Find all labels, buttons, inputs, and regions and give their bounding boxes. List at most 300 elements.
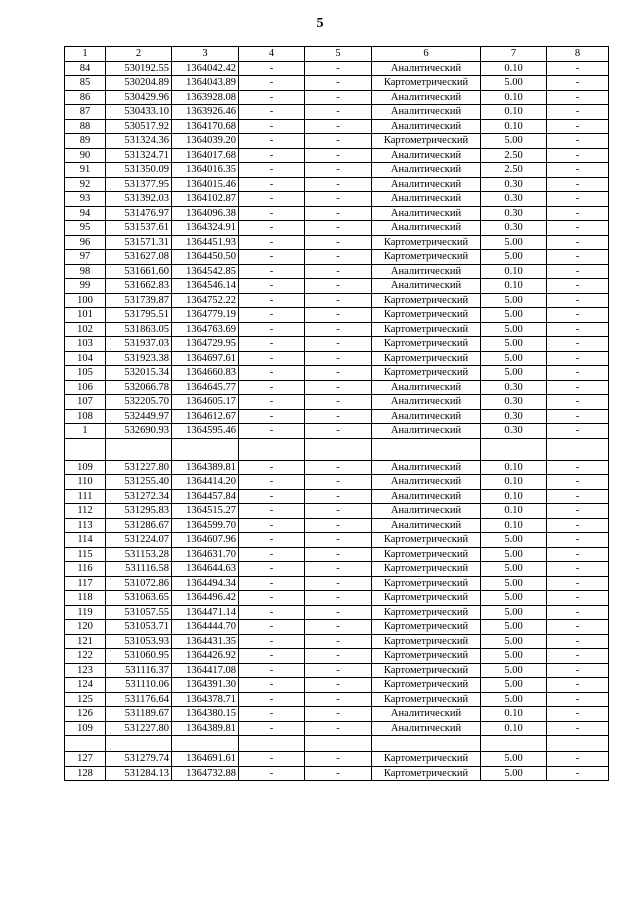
col-8-cell: - (547, 721, 609, 736)
col-4-cell: - (239, 649, 305, 664)
y-coordinate-cell: 1364599.70 (172, 518, 239, 533)
point-number-cell: 84 (65, 61, 106, 76)
col-8-cell: - (547, 518, 609, 533)
accuracy-cell: 5.00 (481, 76, 547, 91)
method-cell: Аналитический (372, 380, 481, 395)
separator-row (65, 736, 609, 752)
table-row (65, 380, 609, 395)
col-8-cell: - (547, 395, 609, 410)
y-coordinate-cell: 1364015.46 (172, 177, 239, 192)
col-5-cell: - (305, 489, 372, 504)
col-4-cell: - (239, 206, 305, 221)
point-number-cell: 1 (65, 424, 106, 439)
col-8-cell: - (547, 504, 609, 519)
separator-row (65, 438, 609, 460)
method-cell: Картометрический (372, 663, 481, 678)
y-coordinate-cell: 1364426.92 (172, 649, 239, 664)
empty-cell (239, 438, 305, 460)
method-cell: Аналитический (372, 409, 481, 424)
point-number-cell: 86 (65, 90, 106, 105)
point-number-cell: 124 (65, 678, 106, 693)
col-5-cell: - (305, 163, 372, 178)
x-coordinate-cell: 530192.55 (106, 61, 172, 76)
col-8-cell: - (547, 264, 609, 279)
method-cell: Аналитический (372, 90, 481, 105)
y-coordinate-cell: 1364431.35 (172, 634, 239, 649)
table-row (65, 119, 609, 134)
col-4-cell: - (239, 721, 305, 736)
point-number-cell: 119 (65, 605, 106, 620)
col-5-cell: - (305, 221, 372, 236)
col-4-cell: - (239, 366, 305, 381)
col-4-cell: - (239, 264, 305, 279)
accuracy-cell: 0.10 (481, 460, 547, 475)
y-coordinate-cell: 1364016.35 (172, 163, 239, 178)
col-5-cell: - (305, 634, 372, 649)
col-5-cell: - (305, 409, 372, 424)
table-row (65, 395, 609, 410)
col-8-cell: - (547, 293, 609, 308)
accuracy-cell: 0.30 (481, 380, 547, 395)
table-row (65, 134, 609, 149)
empty-cell (305, 736, 372, 752)
table-row (65, 250, 609, 265)
point-number-cell: 108 (65, 409, 106, 424)
y-coordinate-cell: 1364763.69 (172, 322, 239, 337)
point-number-cell: 96 (65, 235, 106, 250)
col-8-cell: - (547, 235, 609, 250)
col-4-cell: - (239, 134, 305, 149)
point-number-cell: 99 (65, 279, 106, 294)
accuracy-cell: 5.00 (481, 337, 547, 352)
col-5-cell: - (305, 475, 372, 490)
table-row (65, 591, 609, 606)
col-5-cell: - (305, 533, 372, 548)
col-4-cell: - (239, 322, 305, 337)
point-number-cell: 93 (65, 192, 106, 207)
accuracy-cell: 5.00 (481, 235, 547, 250)
y-coordinate-cell: 1364644.63 (172, 562, 239, 577)
col-8-cell: - (547, 692, 609, 707)
table-row (65, 576, 609, 591)
col-5-cell: - (305, 692, 372, 707)
x-coordinate-cell: 531053.93 (106, 634, 172, 649)
col-4-cell: - (239, 460, 305, 475)
y-coordinate-cell: 1364389.81 (172, 721, 239, 736)
point-number-cell: 104 (65, 351, 106, 366)
table-row (65, 721, 609, 736)
table-row (65, 409, 609, 424)
table-row (65, 692, 609, 707)
point-number-cell: 102 (65, 322, 106, 337)
point-number-cell: 95 (65, 221, 106, 236)
y-coordinate-cell: 1364414.20 (172, 475, 239, 490)
y-coordinate-cell: 1364612.67 (172, 409, 239, 424)
col-8-cell: - (547, 424, 609, 439)
accuracy-cell: 5.00 (481, 322, 547, 337)
empty-cell (481, 736, 547, 752)
col-4-cell: - (239, 192, 305, 207)
col-4-cell: - (239, 293, 305, 308)
method-cell: Картометрический (372, 678, 481, 693)
col-5-cell: - (305, 264, 372, 279)
col-5-cell: - (305, 620, 372, 635)
point-number-cell: 113 (65, 518, 106, 533)
accuracy-cell: 0.10 (481, 475, 547, 490)
accuracy-cell: 0.10 (481, 279, 547, 294)
accuracy-cell: 5.00 (481, 293, 547, 308)
col-5-cell: - (305, 707, 372, 722)
col-8-cell: - (547, 322, 609, 337)
col-8-cell: - (547, 409, 609, 424)
method-cell: Аналитический (372, 148, 481, 163)
x-coordinate-cell: 531661.60 (106, 264, 172, 279)
method-cell: Аналитический (372, 105, 481, 120)
col-8-cell: - (547, 766, 609, 781)
point-number-cell: 115 (65, 547, 106, 562)
col-5-cell: - (305, 177, 372, 192)
col-4-cell: - (239, 504, 305, 519)
x-coordinate-cell: 532690.93 (106, 424, 172, 439)
col-5-cell: - (305, 192, 372, 207)
col-5-cell: - (305, 279, 372, 294)
method-cell: Картометрический (372, 547, 481, 562)
col-4-cell: - (239, 634, 305, 649)
method-cell: Картометрический (372, 649, 481, 664)
col-8-cell: - (547, 163, 609, 178)
empty-cell (65, 736, 106, 752)
table-row (65, 192, 609, 207)
table-row (65, 351, 609, 366)
accuracy-cell: 2.50 (481, 148, 547, 163)
accuracy-cell: 5.00 (481, 752, 547, 767)
accuracy-cell: 5.00 (481, 250, 547, 265)
table-row (65, 105, 609, 120)
col-4-cell: - (239, 395, 305, 410)
col-4-cell: - (239, 591, 305, 606)
method-cell: Картометрический (372, 76, 481, 91)
col-5-cell: - (305, 504, 372, 519)
header-cell-5: 5 (305, 47, 372, 62)
point-number-cell: 118 (65, 591, 106, 606)
empty-cell (481, 438, 547, 460)
accuracy-cell: 0.30 (481, 206, 547, 221)
y-coordinate-cell: 1364017.68 (172, 148, 239, 163)
x-coordinate-cell: 530204.89 (106, 76, 172, 91)
col-8-cell: - (547, 90, 609, 105)
accuracy-cell: 5.00 (481, 366, 547, 381)
x-coordinate-cell: 531227.80 (106, 721, 172, 736)
x-coordinate-cell: 532205.70 (106, 395, 172, 410)
method-cell: Аналитический (372, 163, 481, 178)
method-cell: Картометрический (372, 533, 481, 548)
col-5-cell: - (305, 366, 372, 381)
col-5-cell: - (305, 308, 372, 323)
table-row (65, 206, 609, 221)
col-8-cell: - (547, 591, 609, 606)
empty-cell (547, 736, 609, 752)
table-row (65, 61, 609, 76)
point-number-cell: 106 (65, 380, 106, 395)
y-coordinate-cell: 1364605.17 (172, 395, 239, 410)
x-coordinate-cell: 530517.92 (106, 119, 172, 134)
col-5-cell: - (305, 322, 372, 337)
x-coordinate-cell: 531863.05 (106, 322, 172, 337)
y-coordinate-cell: 1364607.96 (172, 533, 239, 548)
point-number-cell: 88 (65, 119, 106, 134)
header-cell-2: 2 (106, 47, 172, 62)
accuracy-cell: 0.30 (481, 192, 547, 207)
coordinates-table (64, 46, 609, 781)
accuracy-cell: 5.00 (481, 576, 547, 591)
point-number-cell: 98 (65, 264, 106, 279)
col-5-cell: - (305, 752, 372, 767)
y-coordinate-cell: 1364042.42 (172, 61, 239, 76)
point-number-cell: 103 (65, 337, 106, 352)
y-coordinate-cell: 1364732.88 (172, 766, 239, 781)
empty-cell (106, 438, 172, 460)
empty-cell (547, 438, 609, 460)
col-5-cell: - (305, 678, 372, 693)
table-row (65, 76, 609, 91)
table-row (65, 163, 609, 178)
empty-cell (372, 438, 481, 460)
col-8-cell: - (547, 562, 609, 577)
point-number-cell: 105 (65, 366, 106, 381)
table-row (65, 678, 609, 693)
x-coordinate-cell: 532449.97 (106, 409, 172, 424)
col-8-cell: - (547, 649, 609, 664)
table-row (65, 235, 609, 250)
empty-cell (372, 736, 481, 752)
method-cell: Аналитический (372, 721, 481, 736)
col-4-cell: - (239, 177, 305, 192)
y-coordinate-cell: 1364170.68 (172, 119, 239, 134)
accuracy-cell: 2.50 (481, 163, 547, 178)
col-8-cell: - (547, 76, 609, 91)
accuracy-cell: 5.00 (481, 351, 547, 366)
table-row (65, 460, 609, 475)
point-number-cell: 114 (65, 533, 106, 548)
header-cell-4: 4 (239, 47, 305, 62)
y-coordinate-cell: 1364546.14 (172, 279, 239, 294)
col-4-cell: - (239, 61, 305, 76)
col-4-cell: - (239, 518, 305, 533)
y-coordinate-cell: 1364631.70 (172, 547, 239, 562)
header-cell-8: 8 (547, 47, 609, 62)
col-8-cell: - (547, 489, 609, 504)
empty-cell (106, 736, 172, 752)
table-row (65, 766, 609, 781)
y-coordinate-cell: 1364542.85 (172, 264, 239, 279)
col-4-cell: - (239, 163, 305, 178)
col-5-cell: - (305, 206, 372, 221)
col-4-cell: - (239, 235, 305, 250)
table-row (65, 293, 609, 308)
method-cell: Аналитический (372, 460, 481, 475)
method-cell: Картометрический (372, 562, 481, 577)
col-4-cell: - (239, 221, 305, 236)
col-4-cell: - (239, 620, 305, 635)
header-cell-1: 1 (65, 47, 106, 62)
x-coordinate-cell: 531795.51 (106, 308, 172, 323)
table-row (65, 475, 609, 490)
table-row (65, 634, 609, 649)
table-row (65, 148, 609, 163)
table-row (65, 489, 609, 504)
x-coordinate-cell: 531662.83 (106, 279, 172, 294)
method-cell: Аналитический (372, 264, 481, 279)
col-8-cell: - (547, 366, 609, 381)
col-4-cell: - (239, 76, 305, 91)
x-coordinate-cell: 531255.40 (106, 475, 172, 490)
x-coordinate-cell: 531227.80 (106, 460, 172, 475)
col-4-cell: - (239, 576, 305, 591)
accuracy-cell: 0.10 (481, 105, 547, 120)
accuracy-cell: 0.10 (481, 707, 547, 722)
col-8-cell: - (547, 221, 609, 236)
col-8-cell: - (547, 351, 609, 366)
col-8-cell: - (547, 148, 609, 163)
x-coordinate-cell: 531739.87 (106, 293, 172, 308)
col-5-cell: - (305, 61, 372, 76)
accuracy-cell: 0.30 (481, 177, 547, 192)
y-coordinate-cell: 1364691.61 (172, 752, 239, 767)
point-number-cell: 109 (65, 721, 106, 736)
col-4-cell: - (239, 250, 305, 265)
accuracy-cell: 0.10 (481, 721, 547, 736)
col-8-cell: - (547, 547, 609, 562)
y-coordinate-cell: 1364096.38 (172, 206, 239, 221)
empty-cell (305, 438, 372, 460)
accuracy-cell: 5.00 (481, 591, 547, 606)
point-number-cell: 122 (65, 649, 106, 664)
method-cell: Аналитический (372, 518, 481, 533)
accuracy-cell: 5.00 (481, 678, 547, 693)
x-coordinate-cell: 531295.83 (106, 504, 172, 519)
x-coordinate-cell: 531286.67 (106, 518, 172, 533)
col-4-cell: - (239, 148, 305, 163)
point-number-cell: 120 (65, 620, 106, 635)
page-number: 5 (316, 16, 324, 31)
col-8-cell: - (547, 250, 609, 265)
y-coordinate-cell: 1364595.46 (172, 424, 239, 439)
point-number-cell: 125 (65, 692, 106, 707)
table-row (65, 177, 609, 192)
col-5-cell: - (305, 76, 372, 91)
empty-cell (239, 736, 305, 752)
accuracy-cell: 5.00 (481, 766, 547, 781)
col-4-cell: - (239, 692, 305, 707)
x-coordinate-cell: 531224.07 (106, 533, 172, 548)
y-coordinate-cell: 1364451.93 (172, 235, 239, 250)
y-coordinate-cell: 1363928.08 (172, 90, 239, 105)
y-coordinate-cell: 1364389.81 (172, 460, 239, 475)
x-coordinate-cell: 531272.34 (106, 489, 172, 504)
col-5-cell: - (305, 605, 372, 620)
col-5-cell: - (305, 663, 372, 678)
point-number-cell: 109 (65, 460, 106, 475)
x-coordinate-cell: 530433.10 (106, 105, 172, 120)
point-number-cell: 107 (65, 395, 106, 410)
x-coordinate-cell: 531110.06 (106, 678, 172, 693)
accuracy-cell: 0.30 (481, 221, 547, 236)
accuracy-cell: 0.10 (481, 504, 547, 519)
accuracy-cell: 5.00 (481, 605, 547, 620)
x-coordinate-cell: 531176.64 (106, 692, 172, 707)
col-5-cell: - (305, 134, 372, 149)
header-cell-3: 3 (172, 47, 239, 62)
table-row (65, 518, 609, 533)
col-8-cell: - (547, 177, 609, 192)
table-row (65, 366, 609, 381)
col-5-cell: - (305, 576, 372, 591)
method-cell: Аналитический (372, 206, 481, 221)
col-4-cell: - (239, 119, 305, 134)
accuracy-cell: 5.00 (481, 533, 547, 548)
method-cell: Картометрический (372, 351, 481, 366)
accuracy-cell: 5.00 (481, 562, 547, 577)
y-coordinate-cell: 1364324.91 (172, 221, 239, 236)
point-number-cell: 121 (65, 634, 106, 649)
table-row (65, 620, 609, 635)
accuracy-cell: 0.30 (481, 409, 547, 424)
method-cell: Аналитический (372, 177, 481, 192)
point-number-cell: 87 (65, 105, 106, 120)
accuracy-cell: 0.30 (481, 424, 547, 439)
col-8-cell: - (547, 206, 609, 221)
col-8-cell: - (547, 119, 609, 134)
y-coordinate-cell: 1364471.14 (172, 605, 239, 620)
header-row (65, 47, 609, 62)
table-row (65, 504, 609, 519)
point-number-cell: 128 (65, 766, 106, 781)
col-5-cell: - (305, 337, 372, 352)
x-coordinate-cell: 530429.96 (106, 90, 172, 105)
col-4-cell: - (239, 562, 305, 577)
col-4-cell: - (239, 605, 305, 620)
col-8-cell: - (547, 634, 609, 649)
col-5-cell: - (305, 235, 372, 250)
y-coordinate-cell: 1364645.77 (172, 380, 239, 395)
y-coordinate-cell: 1364697.61 (172, 351, 239, 366)
method-cell: Аналитический (372, 424, 481, 439)
method-cell: Картометрический (372, 293, 481, 308)
col-8-cell: - (547, 678, 609, 693)
point-number-cell: 92 (65, 177, 106, 192)
y-coordinate-cell: 1364494.34 (172, 576, 239, 591)
col-8-cell: - (547, 605, 609, 620)
table-row (65, 547, 609, 562)
col-8-cell: - (547, 576, 609, 591)
accuracy-cell: 5.00 (481, 634, 547, 649)
method-cell: Картометрический (372, 605, 481, 620)
point-number-cell: 117 (65, 576, 106, 591)
y-coordinate-cell: 1364102.87 (172, 192, 239, 207)
x-coordinate-cell: 531937.03 (106, 337, 172, 352)
col-5-cell: - (305, 250, 372, 265)
y-coordinate-cell: 1364039.20 (172, 134, 239, 149)
col-5-cell: - (305, 148, 372, 163)
accuracy-cell: 5.00 (481, 308, 547, 323)
col-5-cell: - (305, 90, 372, 105)
accuracy-cell: 0.10 (481, 61, 547, 76)
col-5-cell: - (305, 424, 372, 439)
method-cell: Картометрический (372, 766, 481, 781)
point-number-cell: 126 (65, 707, 106, 722)
col-8-cell: - (547, 61, 609, 76)
point-number-cell: 85 (65, 76, 106, 91)
